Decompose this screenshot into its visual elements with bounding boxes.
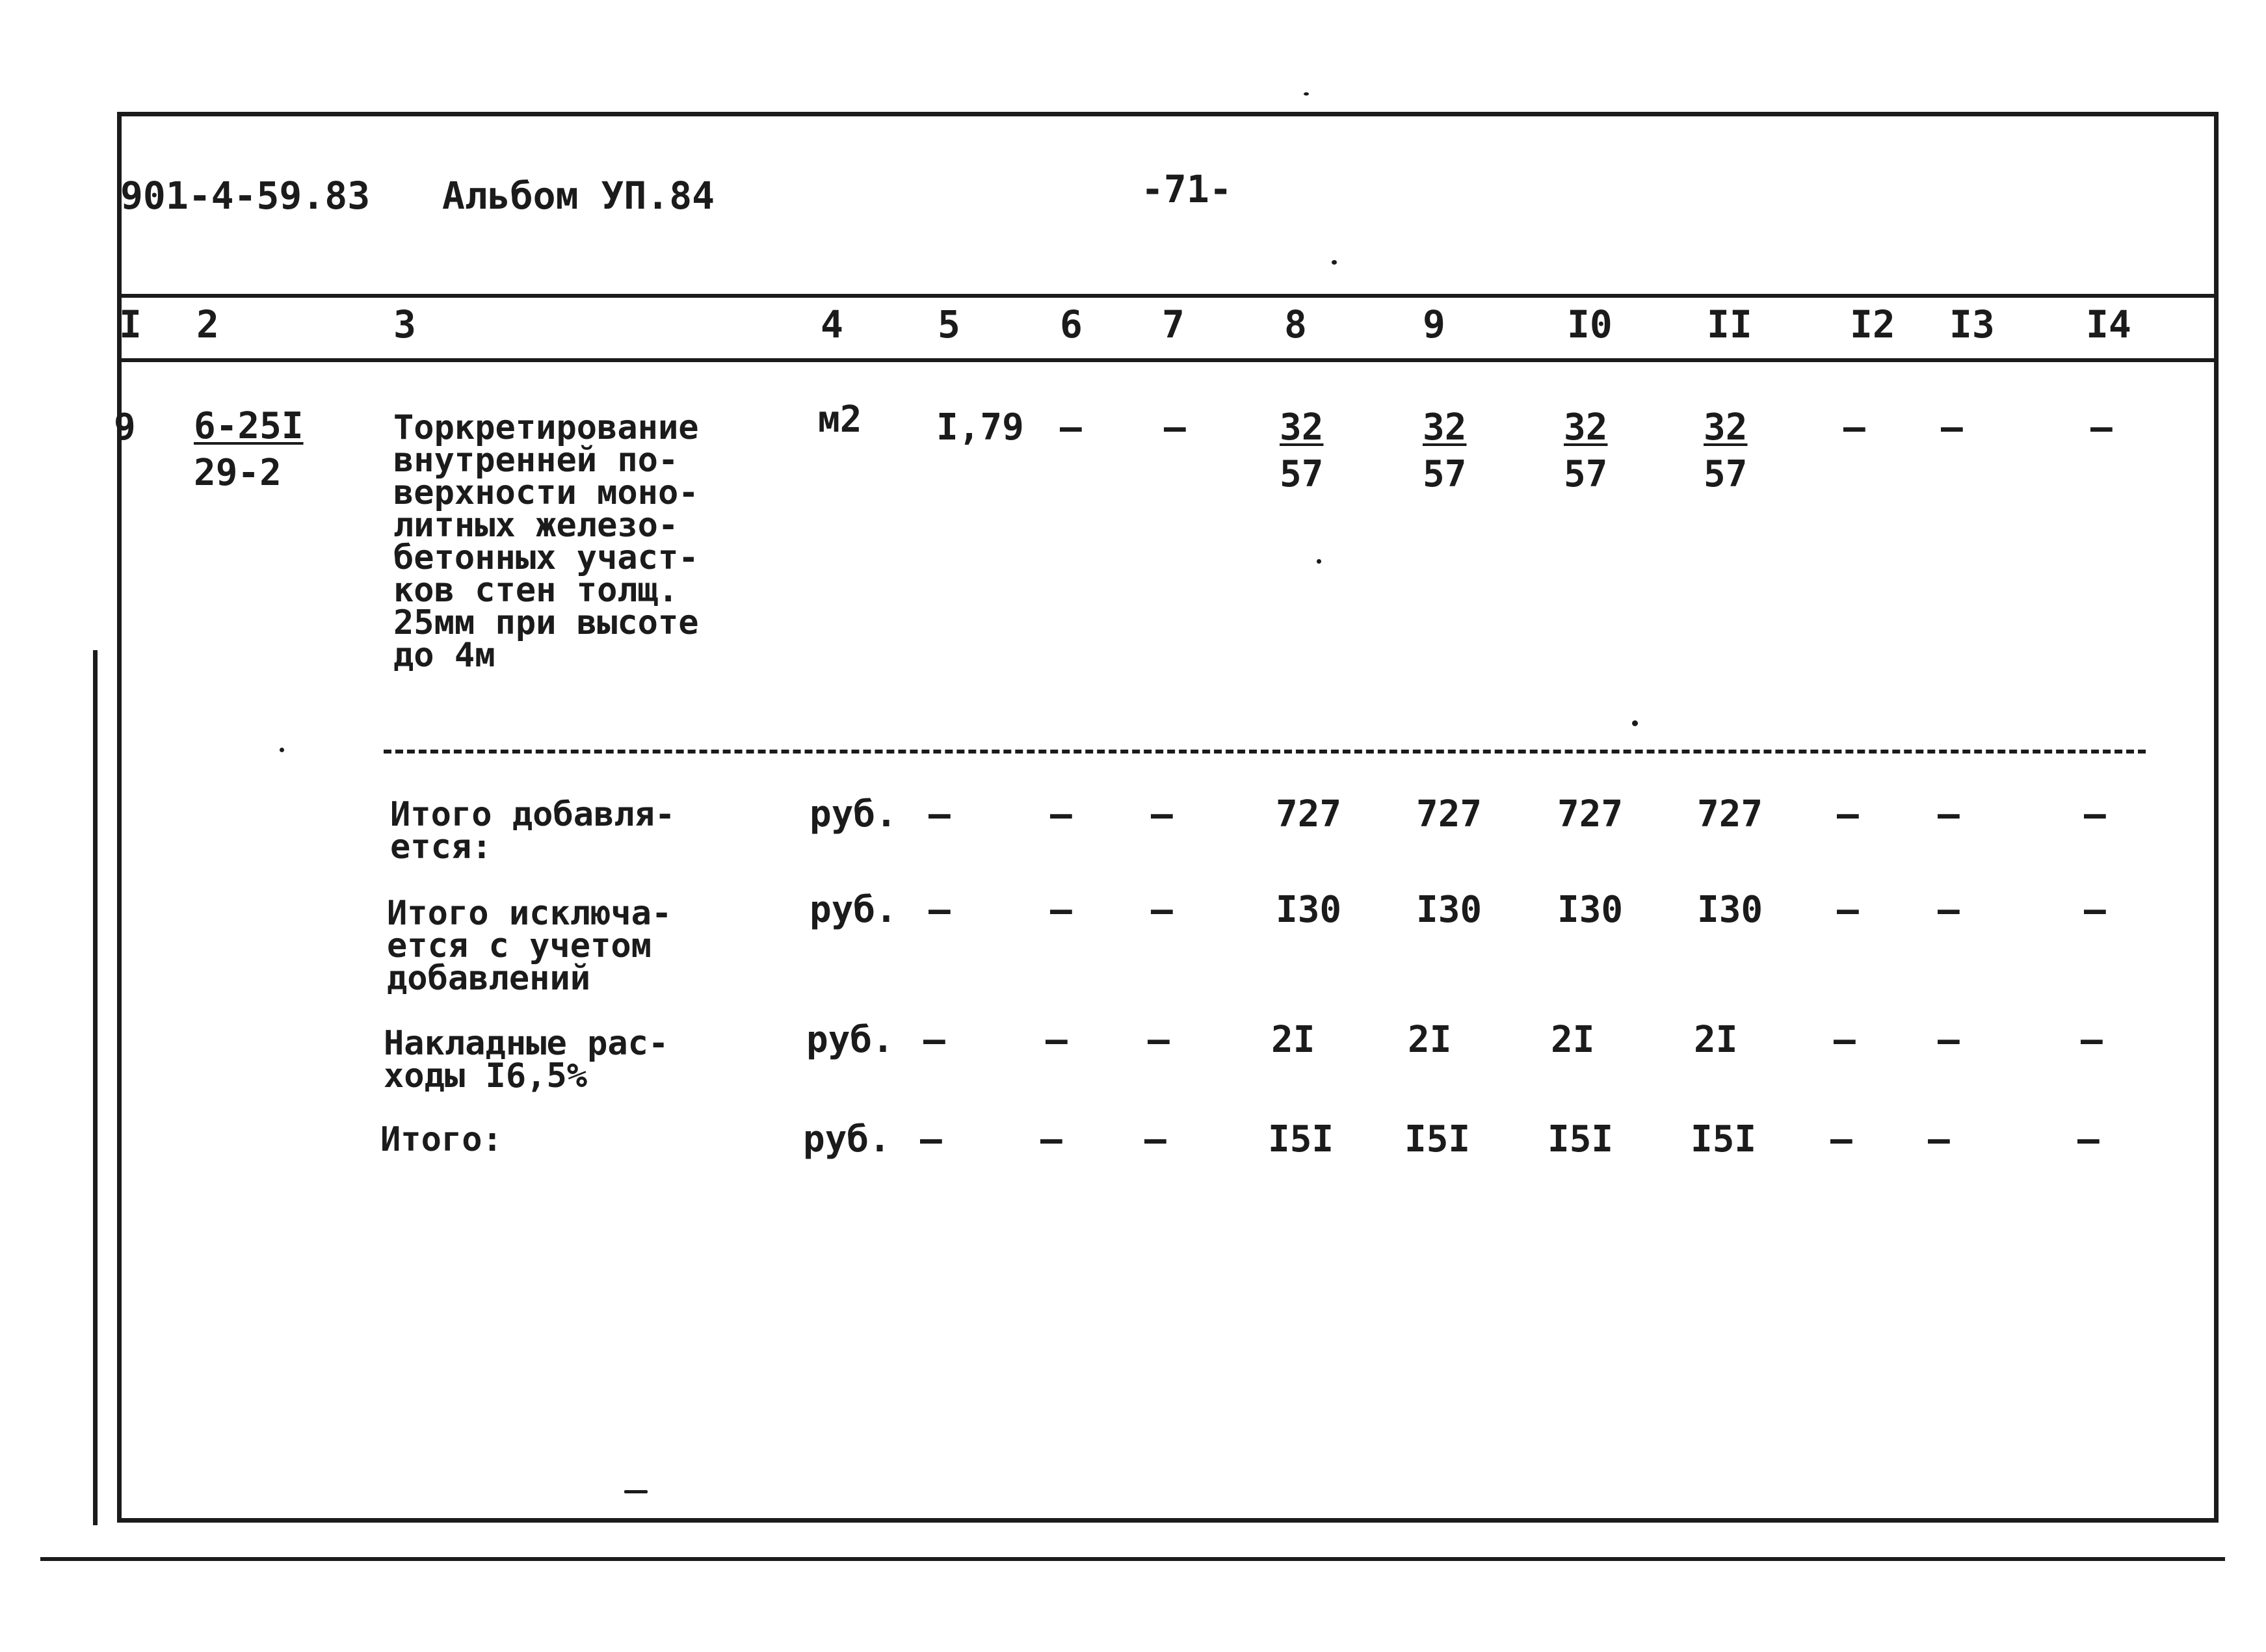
- cell-col-7: –: [1151, 889, 1173, 931]
- totals-label: Итого:: [380, 1120, 503, 1159]
- cell-col-9-top: 32: [1423, 406, 1467, 449]
- separator-dashed-line: [384, 750, 2146, 754]
- cell-col-12: –: [1843, 406, 1865, 449]
- document-code: 901-4-59.83: [120, 174, 371, 218]
- scan-speck: [280, 748, 284, 752]
- column-number: I3: [1949, 302, 1995, 347]
- column-number: 7: [1162, 302, 1185, 347]
- cell-col-8: I30: [1276, 889, 1342, 931]
- column-number: I2: [1850, 302, 1895, 347]
- cell-col-11-bottom: 57: [1704, 453, 1748, 495]
- work-description: Торкретирование внутренней по- верхности моно- литных железо- бетонных участ- ков стен толщ. 25мм при высоте до 4м: [393, 408, 699, 675]
- cell-col-8: 2I: [1271, 1019, 1315, 1061]
- cell-col-6: –: [1060, 406, 1082, 449]
- cell-col-6: –: [1046, 1019, 1068, 1061]
- cell-col-11: I30: [1697, 889, 1763, 931]
- column-number: I4: [2086, 302, 2131, 347]
- cell-col-5: –: [929, 889, 951, 931]
- cell-col-6: –: [1050, 793, 1072, 835]
- cell-col-10: 2I: [1551, 1019, 1595, 1061]
- row-number: 9: [114, 406, 136, 449]
- totals-unit: руб.: [803, 1118, 891, 1160]
- cell-col-8-top: 32: [1280, 406, 1324, 449]
- cell-col-13: –: [1941, 406, 1963, 449]
- cell-col-10: 727: [1557, 793, 1624, 835]
- cell-col-13: –: [1938, 889, 1960, 931]
- totals-unit: руб.: [810, 889, 897, 931]
- cell-col-13: –: [1938, 1019, 1960, 1061]
- cell-col-10: I5I: [1548, 1118, 1614, 1160]
- cell-col-10-top: 32: [1564, 406, 1608, 449]
- totals-label: Итого добавля- ется:: [390, 795, 676, 867]
- cell-col-11-top: 32: [1704, 406, 1748, 449]
- cell-col-9: I5I: [1404, 1118, 1471, 1160]
- cell-col-5: –: [920, 1118, 942, 1160]
- cell-col-6: –: [1040, 1118, 1062, 1160]
- cell-col-5: –: [929, 793, 951, 835]
- cell-col-10: I30: [1557, 889, 1624, 931]
- cell-col-13: –: [1938, 793, 1960, 835]
- header-rule-top: [117, 294, 2219, 298]
- cell-col-12: –: [1837, 889, 1859, 931]
- column-number: 2: [196, 302, 219, 347]
- totals-label: Накладные рас- ходы I6,5%: [384, 1024, 669, 1095]
- unit-of-measure: м2: [818, 399, 862, 441]
- cell-col-14: –: [2084, 793, 2106, 835]
- totals-unit: руб.: [806, 1019, 894, 1061]
- scan-speck: [1317, 559, 1321, 564]
- scan-speck: [1304, 92, 1309, 96]
- price-code-secondary: 29-2: [194, 452, 282, 494]
- cell-col-11: 2I: [1694, 1019, 1738, 1061]
- cell-col-12: –: [1837, 793, 1859, 835]
- column-number: I: [119, 302, 142, 347]
- page-bottom-rule: [40, 1557, 2225, 1561]
- column-number: 8: [1284, 302, 1307, 347]
- cell-col-7: –: [1164, 406, 1186, 449]
- column-number: I0: [1567, 302, 1613, 347]
- column-number: 5: [938, 302, 960, 347]
- cell-col-7: –: [1151, 793, 1173, 835]
- cell-col-9-bottom: 57: [1423, 453, 1467, 495]
- album-label: Альбом УП.84: [442, 174, 715, 218]
- cell-col-13: –: [1928, 1118, 1950, 1160]
- cell-col-14: –: [2090, 406, 2113, 449]
- scan-speck: [624, 1490, 648, 1493]
- column-number: 9: [1423, 302, 1445, 347]
- price-code: 6-25I: [194, 405, 304, 447]
- column-number: 4: [821, 302, 843, 347]
- cell-col-11: 727: [1697, 793, 1763, 835]
- cell-col-14: –: [2084, 889, 2106, 931]
- column-number: 6: [1060, 302, 1083, 347]
- quantity: I,79: [936, 406, 1024, 449]
- cell-col-9: 2I: [1408, 1019, 1452, 1061]
- cell-col-8: I5I: [1268, 1118, 1334, 1160]
- cell-col-9: I30: [1416, 889, 1482, 931]
- scan-speck: [1332, 260, 1337, 265]
- cell-col-8-bottom: 57: [1280, 453, 1324, 495]
- cell-col-14: –: [2077, 1118, 2100, 1160]
- cell-col-8: 727: [1276, 793, 1342, 835]
- cell-col-9: 727: [1416, 793, 1482, 835]
- scan-speck: [1632, 720, 1638, 726]
- cell-col-7: –: [1148, 1019, 1170, 1061]
- column-number: II: [1707, 302, 1752, 347]
- cell-col-11: I5I: [1691, 1118, 1757, 1160]
- table-frame-lower-left: [93, 650, 119, 1525]
- cell-col-6: –: [1050, 889, 1072, 931]
- column-number: 3: [393, 302, 416, 347]
- totals-label: Итого исключа- ется с учетом добавлений: [387, 894, 672, 998]
- cell-col-5: –: [923, 1019, 945, 1061]
- totals-unit: руб.: [810, 793, 897, 835]
- page-number: -71-: [1141, 167, 1232, 211]
- cell-col-7: –: [1144, 1118, 1166, 1160]
- header-rule-bottom: [117, 358, 2219, 362]
- cell-col-12: –: [1830, 1118, 1852, 1160]
- cell-col-14: –: [2081, 1019, 2103, 1061]
- cell-col-12: –: [1834, 1019, 1856, 1061]
- cell-col-10-bottom: 57: [1564, 453, 1608, 495]
